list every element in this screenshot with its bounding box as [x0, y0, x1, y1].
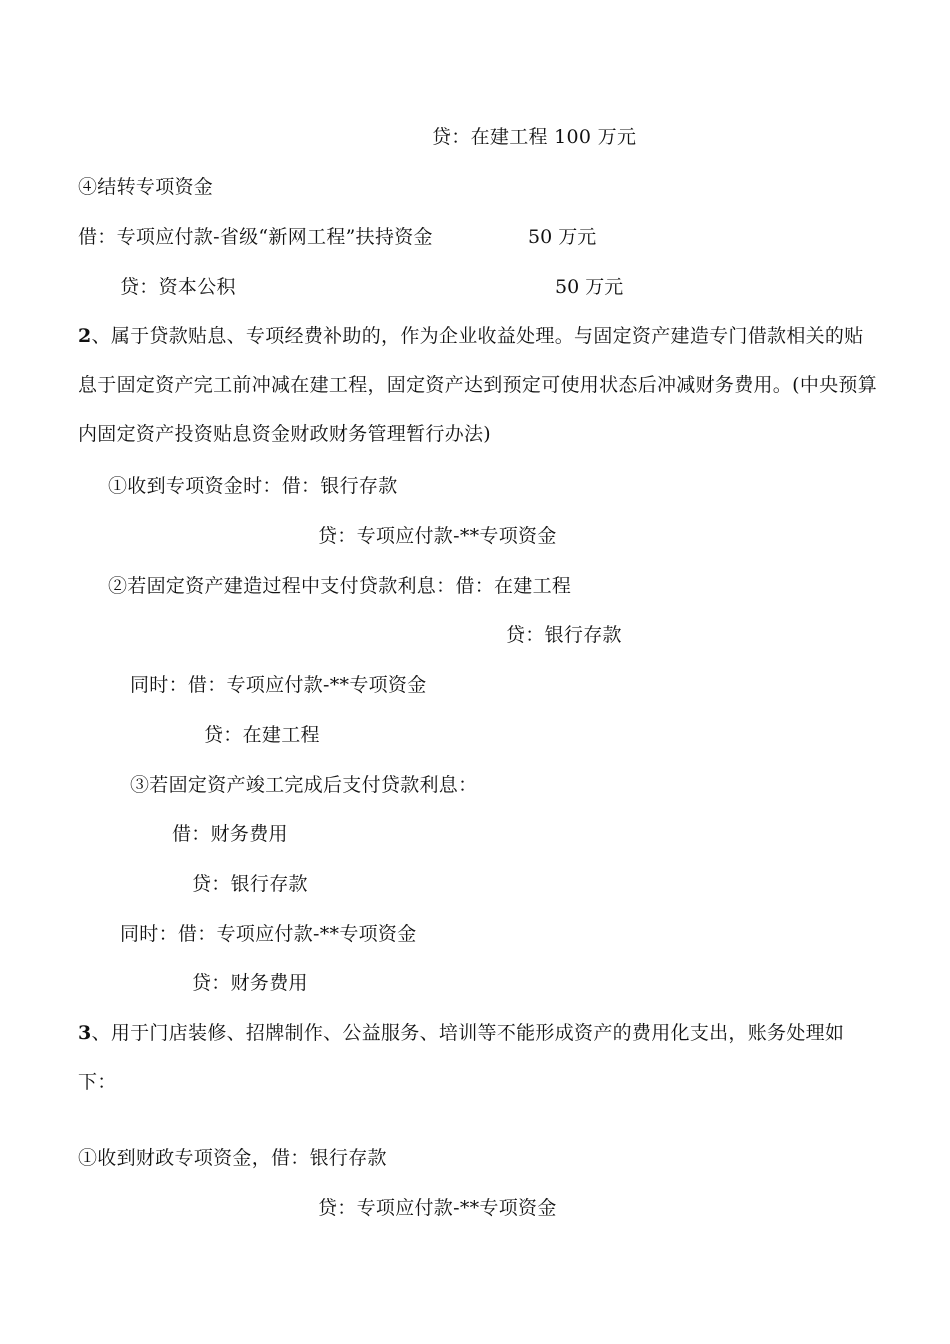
entry-credit-special-payable-2: 贷：专项应付款-**专项资金 [318, 1197, 557, 1219]
entry-credit-construction-2: 贷：在建工程 [204, 724, 320, 746]
entry-debit-finance-cost: 借：财务费用 [172, 823, 288, 845]
entry-credit-amount: 50 万元 [555, 276, 624, 298]
section-3-paragraph [78, 1009, 878, 1107]
section-2-number: 2 [78, 325, 92, 347]
step-interest-after-completion: ③若固定资产竣工完成后支付贷款利息： [130, 774, 478, 796]
entry-simultaneous-debit: 同时：借：专项应付款-**专项资金 [130, 674, 427, 696]
step-receive-funds: ①收到专项资金时：借：银行存款 [108, 475, 398, 497]
entry-credit-capital-reserve: 贷：资本公积 [120, 276, 236, 298]
entry-credit-bank: 贷：银行存款 [506, 624, 622, 646]
section-3-number: 3 [78, 1022, 92, 1044]
section-2-text: 、属于贷款贴息、专项经费补助的，作为企业收益处理。与固定资产建造专门借款相关的贴息于固定资产完工前冲减在建工程，固定资产达到预定可使用状态后冲减财务费用。(中央预算内固定资产投资贴息资金财政财务管理暂行办法) [78, 325, 878, 445]
section-2-paragraph [78, 312, 878, 459]
entry-credit-bank-2: 贷：银行存款 [192, 873, 308, 895]
entry-credit-finance-cost: 贷：财务费用 [192, 972, 308, 994]
entry-credit-special-payable: 贷：专项应付款-**专项资金 [318, 525, 557, 547]
section-3-text: 、用于门店装修、招牌制作、公益服务、培训等不能形成资产的费用化支出，账务处理如下： [78, 1022, 845, 1093]
step-receive-fiscal-funds: ①收到财政专项资金，借：银行存款 [78, 1147, 387, 1169]
entry-debit-special-payable: 借：专项应付款-省级“新网工程”扶持资金 [78, 226, 433, 248]
entry-simultaneous-debit-2: 同时：借：专项应付款-**专项资金 [120, 923, 417, 945]
entry-credit-construction: 贷：在建工程 100 万元 [432, 126, 637, 148]
entry-debit-amount: 50 万元 [528, 226, 597, 248]
step-interest-during-construction: ②若固定资产建造过程中支付贷款利息：借：在建工程 [108, 575, 572, 597]
step-transfer-funds: ④结转专项资金 [78, 176, 214, 198]
